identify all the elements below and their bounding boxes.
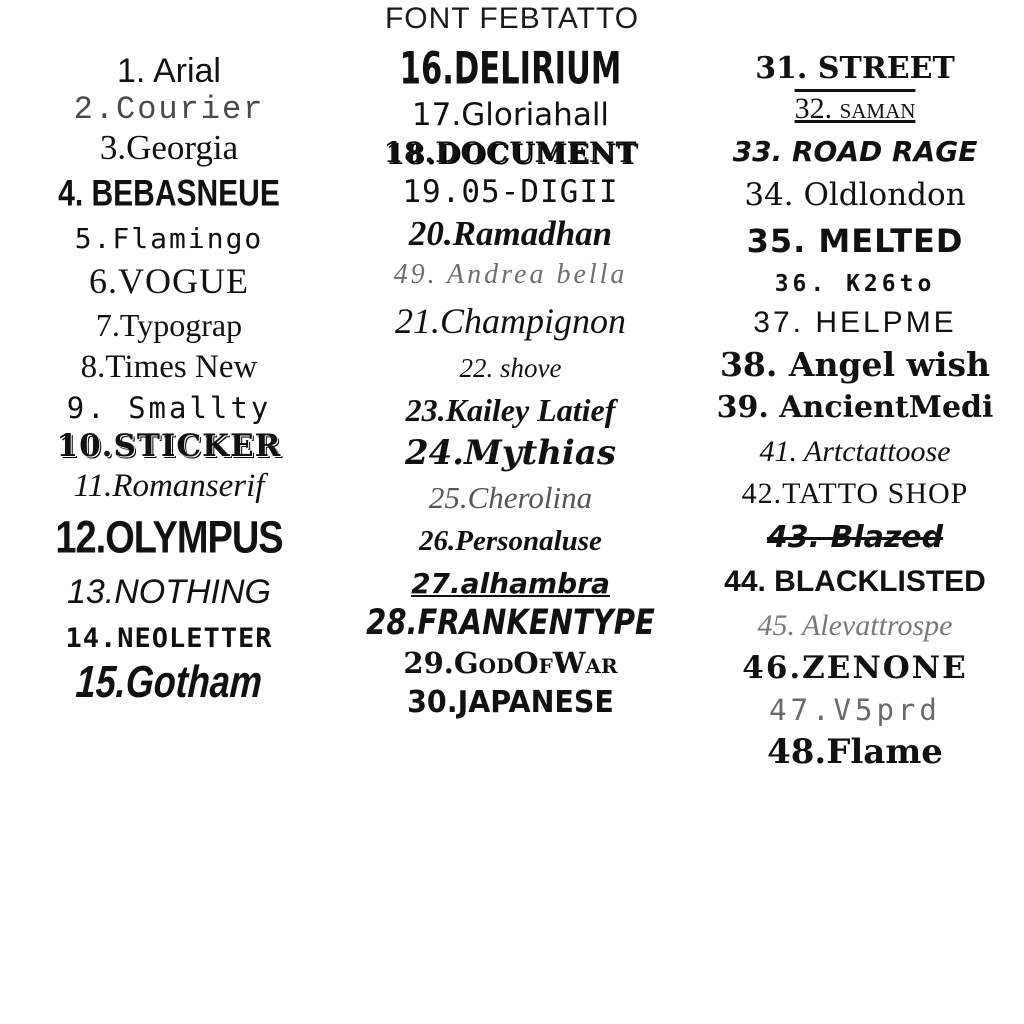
font-sample-2: 2.Courier: [73, 91, 265, 128]
page-title: FONT FEBTATTO: [384, 2, 640, 35]
font-sample-30: 30.JAPANESE: [407, 685, 614, 720]
font-sample-22: 22. shove: [459, 353, 562, 383]
font-sample-43: 43. Blazed: [766, 520, 944, 555]
font-sample-6: 6.VOGUE: [89, 261, 249, 301]
font-sample-42: 42.TATTO SHOP: [741, 477, 969, 510]
font-sample-34: 34. Oldlondon: [744, 177, 966, 213]
font-sample-41: 41. Artctattoose: [759, 435, 951, 468]
font-sample-8: 8.Times New: [80, 349, 258, 385]
font-sample-48: 48.Flame: [767, 732, 943, 772]
font-sample-38: 38. Angel wish: [719, 345, 991, 384]
font-sample-17: 17.Gloriahall: [411, 97, 610, 133]
font-sample-47: 47.V5prd: [769, 693, 941, 727]
font-sample-35: 35. MELTED: [746, 222, 964, 260]
font-sample-46: 46.ZENONE: [742, 650, 968, 686]
font-sample-20: 20.Ramadhan: [408, 214, 613, 253]
font-sample-27: 27.alhambra: [411, 567, 610, 600]
font-sample-36: 36. K26to: [774, 271, 936, 297]
font-sample-1: 1. Arial: [117, 52, 221, 90]
font-list-column-1: [4, 44, 334, 707]
font-sample-24: 24.Mythias: [404, 433, 617, 473]
font-sample-9: 9. Smallty: [66, 391, 272, 425]
font-sample-3: 3.Georgia: [99, 128, 239, 167]
font-sample-39: 39. AncientMedi: [716, 390, 994, 425]
font-sample-44: 44. BLACKLISTED: [724, 565, 986, 598]
font-sample-14: 14.NEOLETTER: [65, 623, 273, 654]
font-sample-15: 15.Gotham: [74, 655, 264, 707]
font-sample-23: 23.Kailey Latief: [405, 392, 616, 428]
font-sample-19: 19.05-DIGII: [402, 174, 619, 210]
font-sample-5: 5.Flamingo: [74, 222, 264, 255]
font-list-column-3: [686, 44, 1024, 772]
font-sample-31: 31. STREET: [755, 51, 955, 86]
font-sample-7: 7.Typograp: [95, 307, 243, 343]
font-sample-16: 16.DELIRIUM: [399, 43, 622, 95]
font-sample-11: 11.Romanserif: [73, 468, 265, 504]
font-sample-18: 18.DOCUMENT: [383, 136, 638, 169]
font-sample-28: 28.FRANKENTYPE: [366, 601, 655, 643]
font-sample-32: 32. saman: [794, 92, 916, 125]
font-list-column-2: [338, 44, 683, 718]
font-sample-25: 25.Cherolina: [428, 480, 593, 515]
font-sample-4: 4. BEBASNEUE: [58, 172, 280, 214]
font-sample-49: 49. Andrea bella: [393, 259, 628, 290]
font-sample-13: 13.NOTHING: [66, 573, 272, 611]
font-sample-29: 29.GodOfWar: [403, 646, 618, 680]
font-sample-37: 37. HELPME: [753, 306, 957, 339]
font-sample-33: 33. ROAD RAGE: [732, 135, 978, 168]
font-sample-21: 21.Champignon: [394, 301, 626, 341]
font-sample-10: 10.STICKER: [56, 428, 282, 464]
font-sample-12: 12.OLYMPUS: [55, 512, 283, 564]
font-sample-45: 45. Alevattrospe: [757, 609, 953, 642]
font-sample-26: 26.Personaluse: [419, 525, 602, 557]
